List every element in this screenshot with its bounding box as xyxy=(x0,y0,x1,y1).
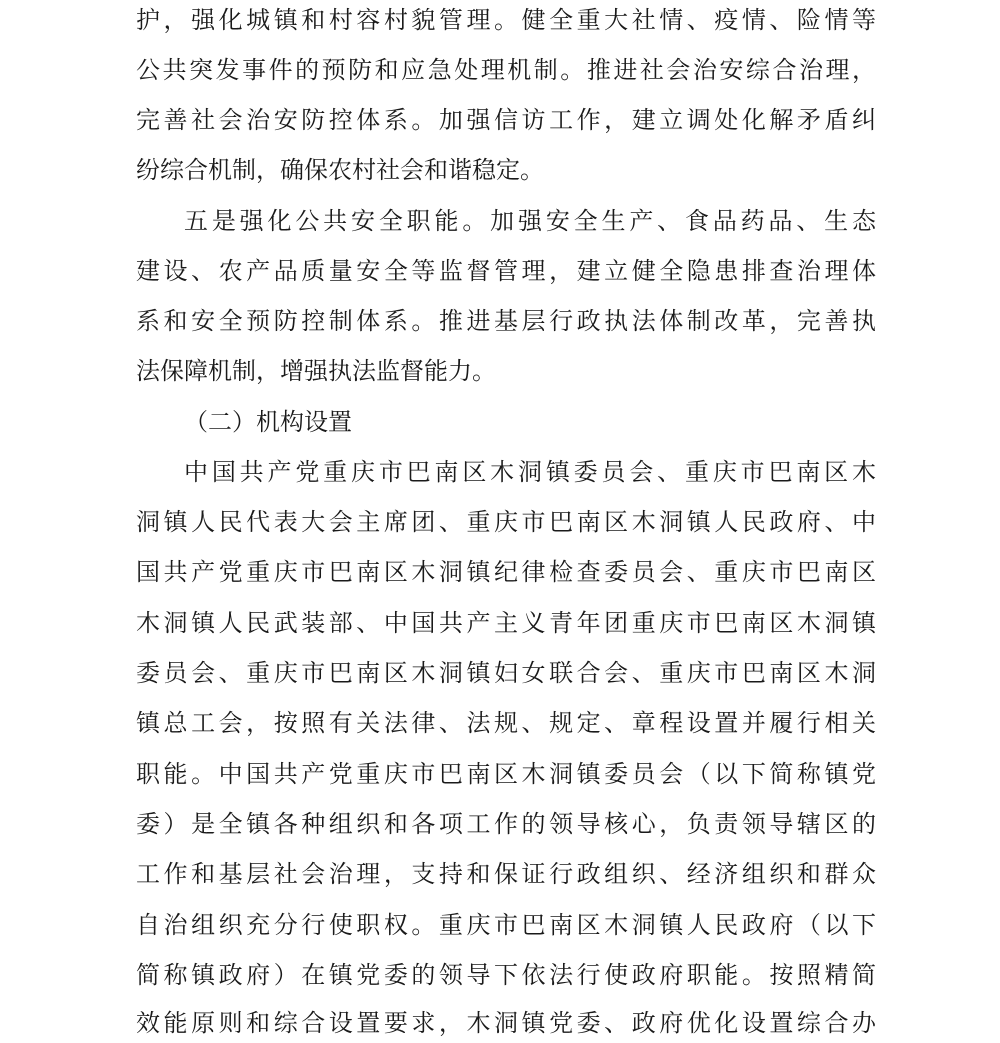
text-line: 职能。中国共产党重庆市巴南区木洞镇委员会（以下简称镇党 xyxy=(136,760,876,788)
text-line: 木洞镇人民武装部、中国共产主义青年团重庆市巴南区木洞镇 xyxy=(136,609,876,637)
text-line: 洞镇人民代表大会主席团、重庆市巴南区木洞镇人民政府、中 xyxy=(136,508,876,536)
text-line: 法保障机制，增强执法监督能力。 xyxy=(136,357,496,385)
text-line: 效能原则和综合设置要求，木洞镇党委、政府优化设置综合办 xyxy=(136,1009,876,1037)
paragraph-first-line: 中国共产党重庆市巴南区木洞镇委员会、重庆市巴南区木 xyxy=(184,458,876,486)
text-line: 护，强化城镇和村容村貌管理。健全重大社情、疫情、险情等 xyxy=(136,6,876,34)
text-line: 工作和基层社会治理，支持和保证行政组织、经济组织和群众 xyxy=(136,860,876,888)
text-line: 建设、农产品质量安全等监督管理，建立健全隐患排查治理体 xyxy=(136,257,876,285)
text-line: 镇总工会，按照有关法律、法规、规定、章程设置并履行相关 xyxy=(136,709,876,737)
text-line: 系和安全预防控制体系。推进基层行政执法体制改革，完善执 xyxy=(136,307,876,335)
text-line: 委）是全镇各种组织和各项工作的领导核心，负责领导辖区的 xyxy=(136,810,876,838)
text-line: 纷综合机制，确保农村社会和谐稳定。 xyxy=(136,156,544,184)
text-line: 国共产党重庆市巴南区木洞镇纪律检查委员会、重庆市巴南区 xyxy=(136,558,876,586)
text-line: 自治组织充分行使职权。重庆市巴南区木洞镇人民政府（以下 xyxy=(136,911,876,939)
text-line: 委员会、重庆市巴南区木洞镇妇女联合会、重庆市巴南区木洞 xyxy=(136,659,876,687)
text-line: 完善社会治安防控体系。加强信访工作，建立调处化解矛盾纠 xyxy=(136,106,876,134)
text-line: 公共突发事件的预防和应急处理机制。推进社会治安综合治理， xyxy=(136,56,876,84)
section-heading: （二）机构设置 xyxy=(184,408,352,436)
text-line: 简称镇政府）在镇党委的领导下依法行使政府职能。按照精简 xyxy=(136,961,876,989)
paragraph-first-line: 五是强化公共安全职能。加强安全生产、食品药品、生态 xyxy=(184,207,876,235)
